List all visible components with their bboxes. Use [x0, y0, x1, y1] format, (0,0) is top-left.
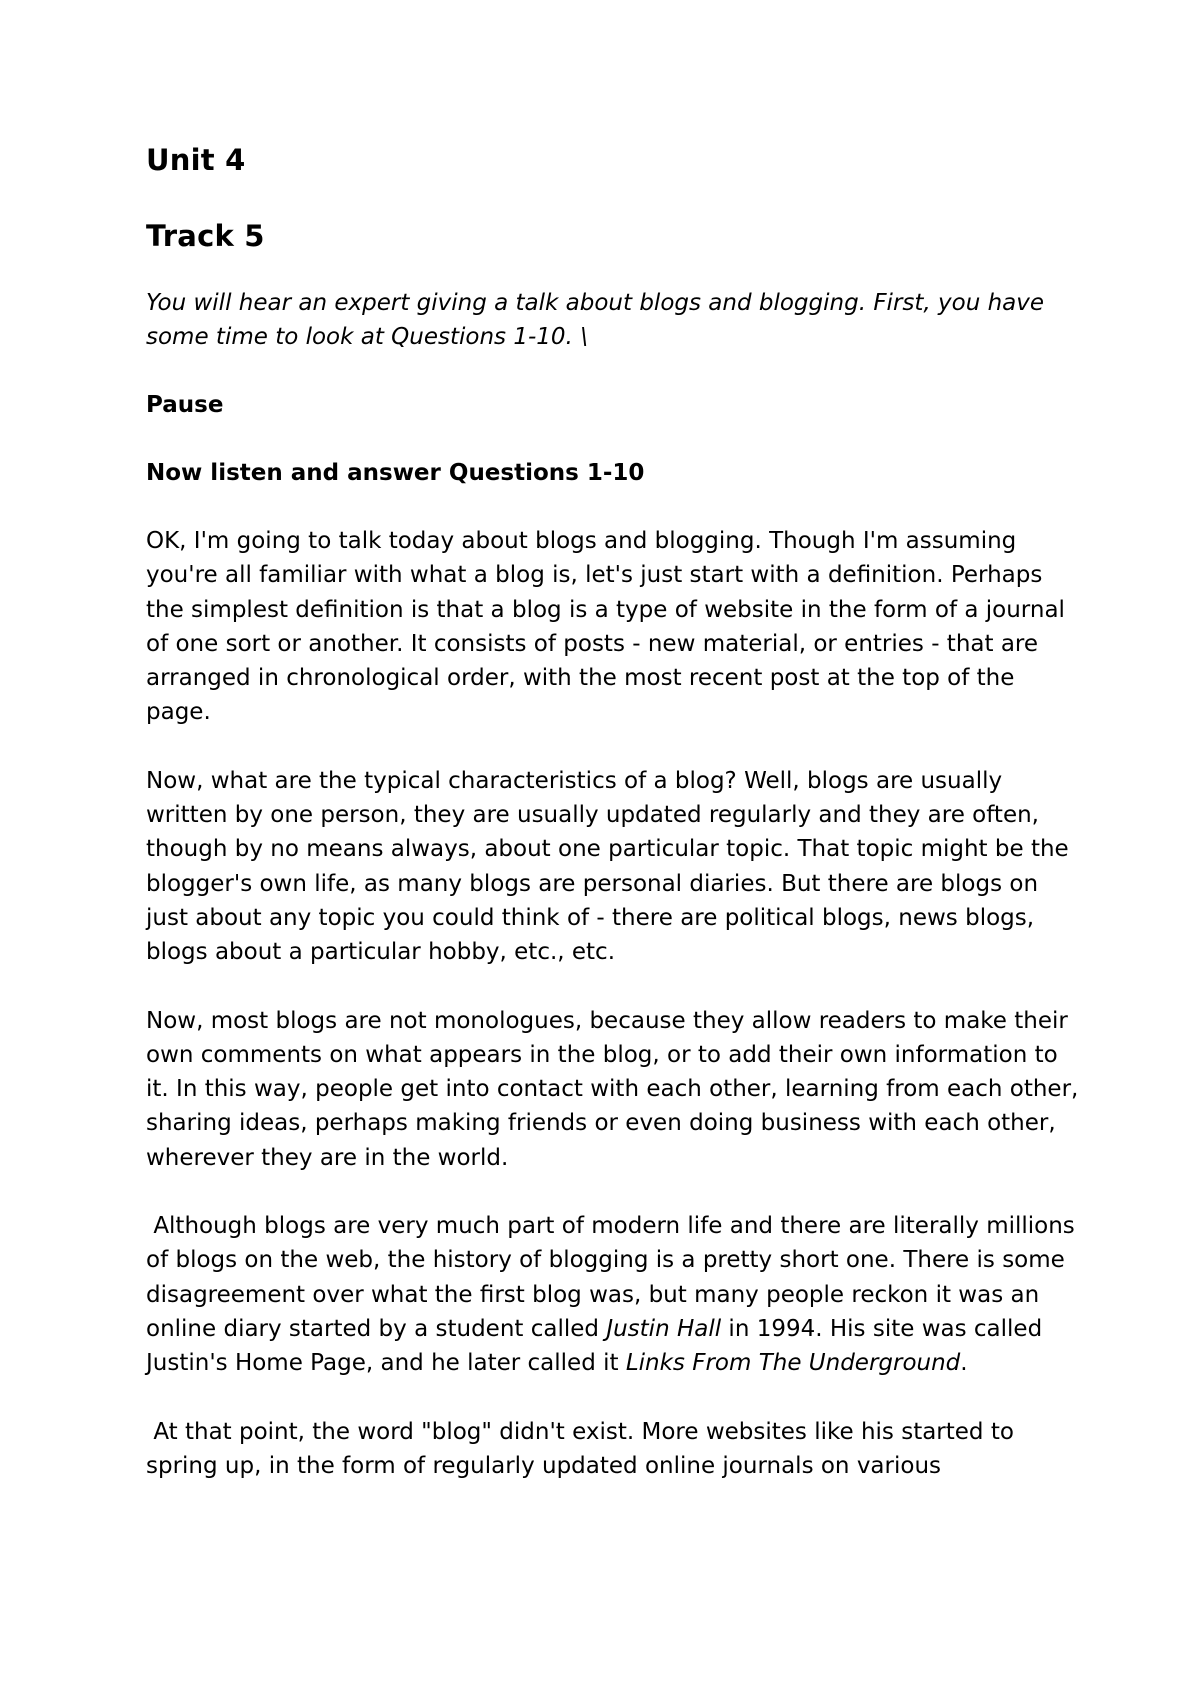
- unit-title: Unit 4: [146, 143, 246, 177]
- paragraph-4-part-a: Although blogs are very much part of modern life and there are literally millions of blogs on the web, the history of blogging is a pretty short one. There is some disagreement over what the first blog was, but many people reckon it was an online diary started by a student called: [146, 1213, 1075, 1342]
- intro-text: You will hear an expert giving a talk about blogs and blogging. First, you have some time to look at Questions 1-10. \: [146, 290, 1045, 350]
- paragraph-3: Now, most blogs are not monologues, because they allow readers to make their own comments on what appears in the blog, or to add their own information to it. In this way, people get into contact with each other, learning from each other, sharing ideas, perhaps making friends or even doing business with each other, wherever they are in the world.: [146, 1007, 1079, 1171]
- track-title: Track 5: [146, 219, 265, 253]
- paragraph-5-text: At that point, the word "blog" didn't exist. More websites like his started to spring up, in the form of regularly updated online journals on various: [146, 1418, 1014, 1479]
- person-name: Justin Hall: [606, 1315, 722, 1342]
- paragraph-4-part-c: .: [960, 1350, 968, 1377]
- instruction-label: Now listen and answer Questions 1-10: [146, 460, 645, 486]
- paragraph-4: [146, 1209, 1086, 1380]
- paragraph-4-part-b: in 1994. His site was called Justin's Home Page, and he later called it: [146, 1315, 1043, 1377]
- paragraph-1: OK, I'm going to talk today about blogs and blogging. Though I'm assuming you're all familiar with what a blog is, let's just start with a definition. Perhaps the simplest definition is that a blog is a type of website in the form of a journal of one sort or another. It consists of posts - new material, or entries - that are arranged in chronological order, with the most recent post at the top of the page.: [146, 528, 1065, 726]
- paragraph-5: [146, 1415, 1086, 1484]
- document-page: [146, 140, 1086, 1517]
- paragraph-2: Now, what are the typical characteristics of a blog? Well, blogs are usually written by one person, they are usually updated regularly and they are often, though by no means always, about one particular topic. That topic might be the blogger's own life, as many blogs are personal diaries. But there are blogs on just about any topic you could think of - there are political blogs, news blogs, blogs about a particular hobby, etc., etc.: [146, 767, 1069, 966]
- site-name: Links From The Underground: [625, 1350, 961, 1377]
- pause-label: Pause: [146, 392, 224, 418]
